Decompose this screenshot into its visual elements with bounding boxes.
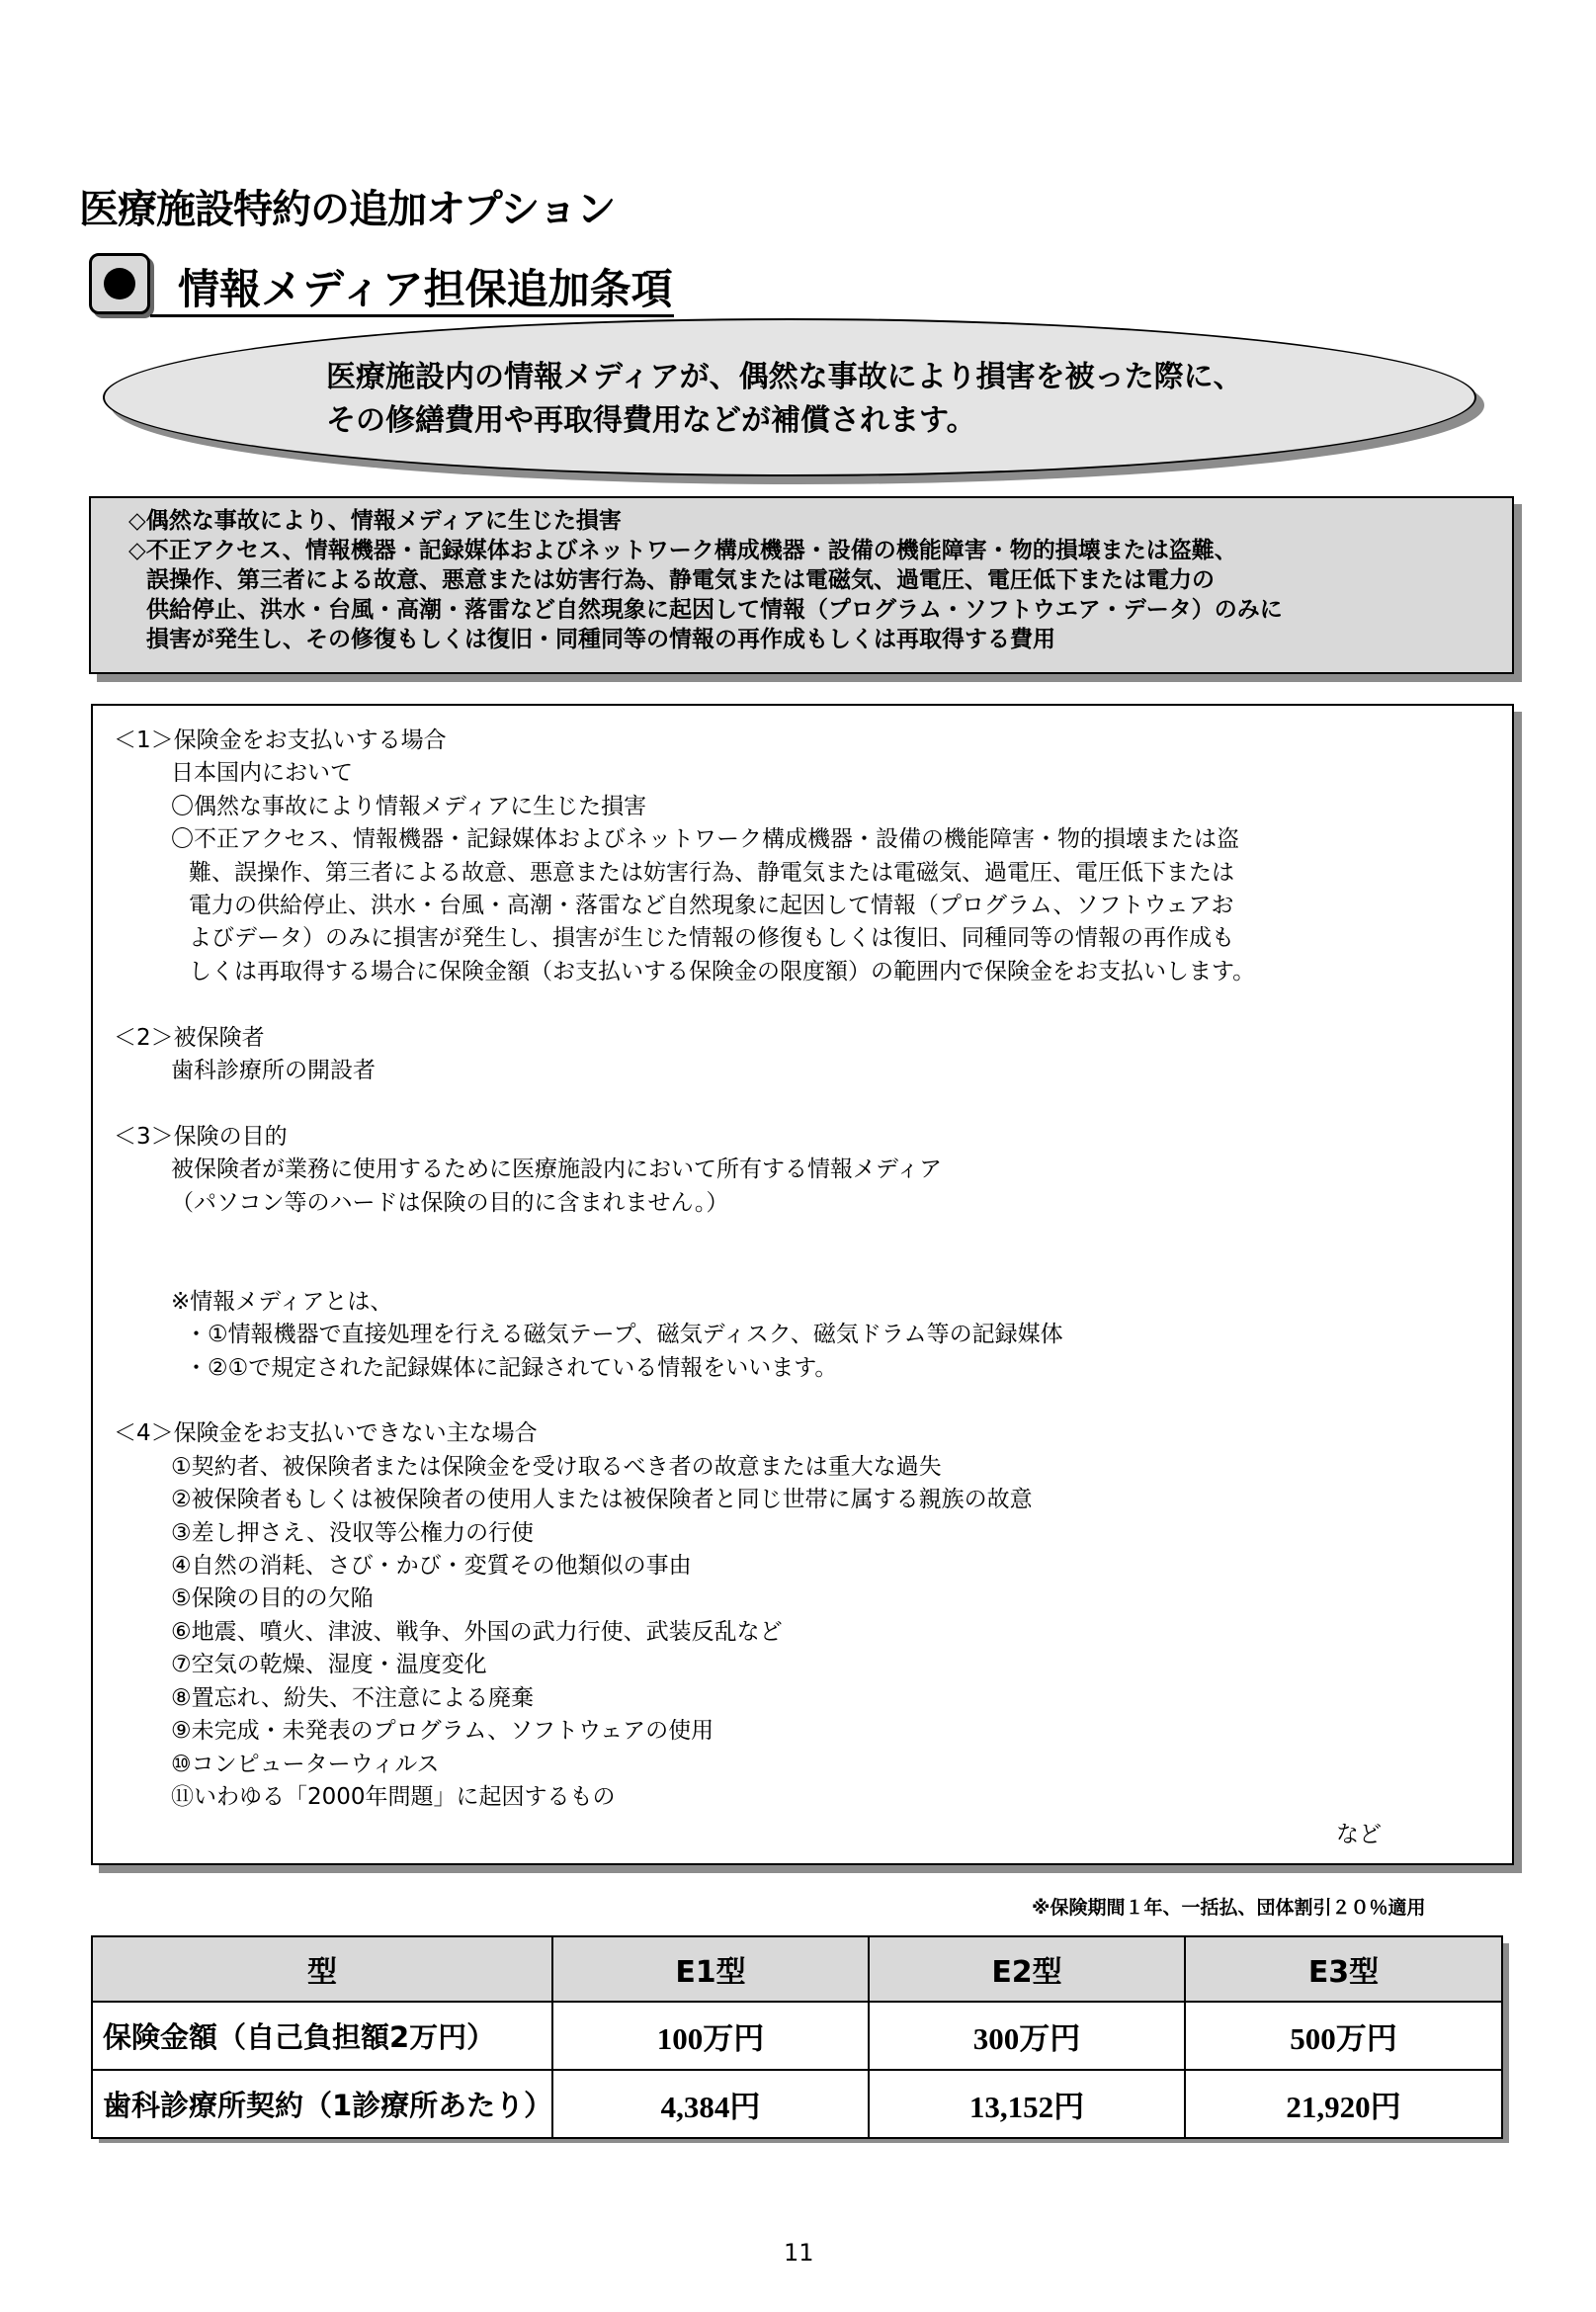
intro-text (326, 356, 1243, 443)
section3-heading: ＜3＞保険の目的 (114, 1123, 288, 1150)
table-cell: 21,920円 (1185, 2070, 1502, 2138)
section1-item-cont: 電力の供給停止、洪水・台風・高潮・落雷など自然現象に起因して情報（プログラム、ソフトウェアお (189, 893, 1234, 919)
section3-body: （パソコン等のハードは保険の目的に含まれません。） (171, 1189, 729, 1216)
bullet-icon (89, 253, 150, 314)
table-header-e2: E2型 (869, 1936, 1185, 2002)
section4-item: ④自然の消耗、さび・かび・変質その他類似の事由 (171, 1553, 692, 1580)
table-cell: 13,152円 (869, 2070, 1185, 2138)
section4-heading: ＜4＞保険金をお支払いできない主な場合 (114, 1420, 538, 1447)
summary-line: 誤操作、第三者による故意、悪意または妨害行為、静電気または電磁気、過電圧、電圧低下または電力の (146, 567, 1215, 593)
table-cell: 300万円 (869, 2002, 1185, 2070)
section2-heading: ＜2＞被保険者 (114, 1024, 265, 1051)
table-header-e3: E3型 (1185, 1936, 1502, 2002)
premium-table (91, 1935, 1503, 2139)
section4-item: ⑪いわゆる「2000年問題」に起因するもの (171, 1783, 616, 1810)
section3-note-heading: ※情報メディアとは、 (171, 1288, 393, 1315)
page-title: 医療施設特約の追加オプション (79, 187, 616, 232)
section4-item: ⑤保険の目的の欠陥 (171, 1585, 374, 1612)
section4-closing: など (1336, 1822, 1382, 1847)
section1-item-cont: しくは再取得する場合に保険金額（お支払いする保険金の限度額）の範囲内で保険金をお支払いします。 (189, 958, 1256, 985)
table-cell: 500万円 (1185, 2002, 1502, 2070)
section4-item: ⑧置忘れ、紛失、不注意による廃棄 (171, 1684, 534, 1711)
table-header-type: 型 (92, 1936, 552, 2002)
section1-item: 〇不正アクセス、情報機器・記録媒体およびネットワーク構成機器・設備の機能障害・物的損壊または盗 (171, 826, 1239, 853)
section4-item: ⑩コンピューターウィルス (171, 1751, 440, 1777)
section3-note-item: ・①情報機器で直接処理を行える磁気テープ、磁気ディスク、磁気ドラム等の記録媒体 (185, 1322, 1063, 1348)
section4-item: ①契約者、被保険者または保険金を受け取るべき者の故意または重大な過失 (171, 1453, 942, 1480)
section1-item: 〇偶然な事故により情報メディアに生じた損害 (171, 793, 647, 819)
section-title: 情報メディア担保追加条項 (178, 265, 673, 313)
section1-heading: ＜1＞保険金をお支払いする場合 (114, 728, 447, 753)
section3-note-item: ・②①で規定された記録媒体に記録されている情報をいいます。 (185, 1354, 838, 1381)
section4-item: ③差し押さえ、没収等公権力の行使 (171, 1519, 534, 1546)
section4-item: ⑨未完成・未発表のプログラム、ソフトウェアの使用 (171, 1718, 714, 1745)
table-header-row (92, 1936, 1502, 2002)
summary-line: 供給停止、洪水・台風・高潮・落雷など自然現象に起因して情報（プログラム・ソフトウエア・データ）のみに (146, 597, 1283, 623)
summary-text (128, 506, 1283, 654)
premium-table-container (91, 1935, 1501, 2135)
row-label-premium: 歯科診療所契約（1診療所あたり） (92, 2070, 552, 2138)
summary-line: ◇偶然な事故により、情報メディアに生じた損害 (128, 508, 622, 534)
intro-line-2: その修繕費用や再取得費用などが補償されます。 (326, 403, 976, 438)
table-row (92, 2002, 1502, 2070)
row-label-coverage: 保険金額（自己負担額2万円） (92, 2002, 552, 2070)
detail-text (114, 725, 1255, 1814)
summary-line: 損害が発生し、その修復もしくは復旧・同種同等の情報の再作成もしくは再取得する費用 (146, 627, 1055, 652)
table-cell: 4,384円 (552, 2070, 869, 2138)
table-header-e1: E1型 (552, 1936, 869, 2002)
footnote: ※保険期間１年、一括払、団体割引２０％適用 (1032, 1897, 1426, 1919)
section1-item-cont: よびデータ）のみに損害が発生し、損害が生じた情報の修復もしくは復旧、同種同等の情報の再作成も (189, 925, 1234, 952)
section4-item: ⑥地震、噴火、津波、戦争、外国の武力行使、武装反乱など (171, 1618, 783, 1645)
summary-line: ◇不正アクセス、情報機器・記録媒体およびネットワーク構成機器・設備の機能障害・物的損壊または盗難、 (128, 538, 1237, 563)
bullet-dot (104, 268, 135, 300)
section-underline (150, 314, 674, 317)
table-cell: 100万円 (552, 2002, 869, 2070)
section2-body: 歯科診療所の開設者 (171, 1058, 376, 1084)
table-row (92, 2070, 1502, 2138)
intro-line-1: 医療施設内の情報メディアが、偶然な事故により損害を被った際に、 (326, 360, 1243, 394)
section1-item-cont: 難、誤操作、第三者による故意、悪意または妨害行為、静電気または電磁気、過電圧、電圧低下または (189, 859, 1234, 886)
section3-body: 被保険者が業務に使用するために医療施設内において所有する情報メディア (171, 1156, 943, 1183)
section4-item: ②被保険者もしくは被保険者の使用人または被保険者と同じ世帯に属する親族の故意 (171, 1487, 1033, 1513)
page-number: 11 (784, 2239, 814, 2267)
section4-item: ⑦空気の乾燥、湿度・温度変化 (171, 1652, 487, 1678)
section1-lead: 日本国内において (171, 760, 353, 787)
